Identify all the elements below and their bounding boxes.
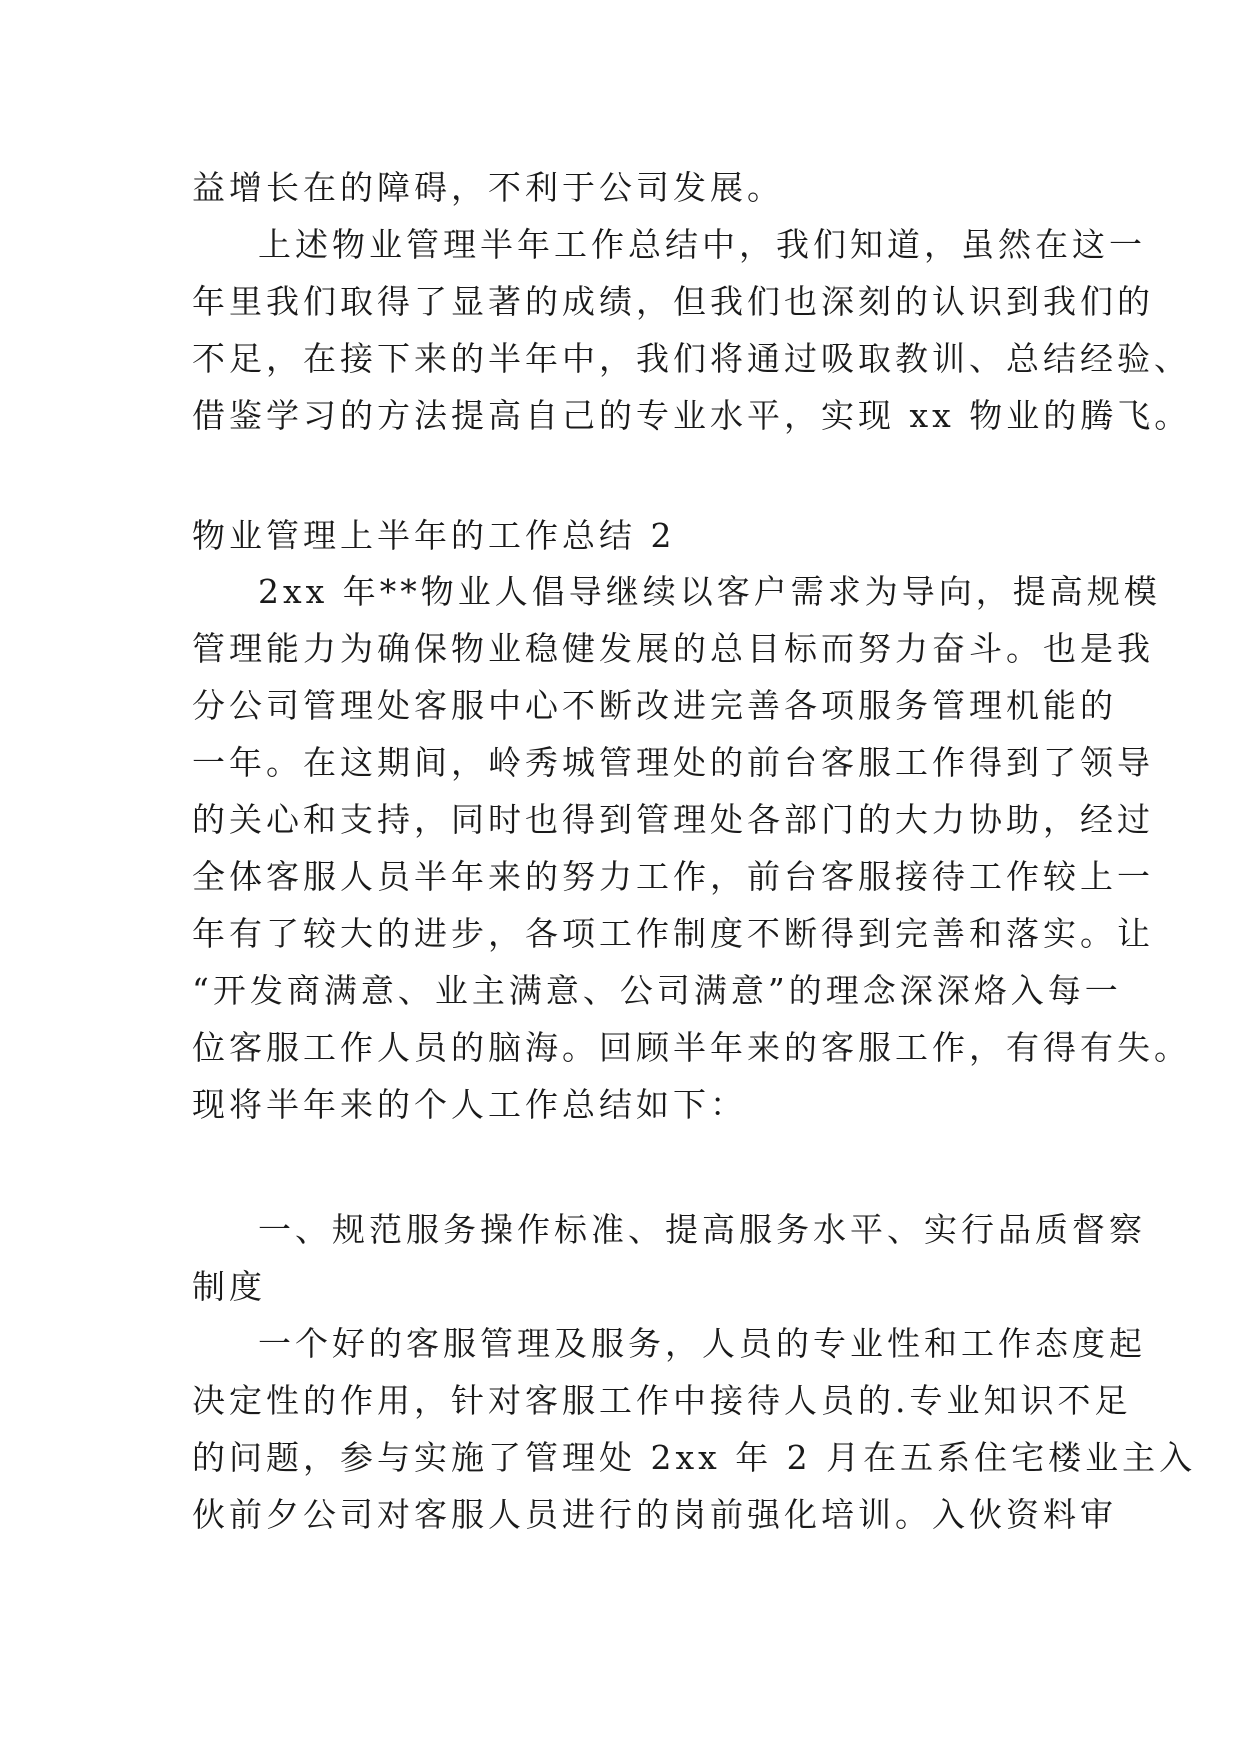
- text-line: 管理能力为确保物业稳健发展的总目标而努力奋斗。也是我: [192, 629, 1154, 668]
- text-line: 一年。在这期间，岭秀城管理处的前台客服工作得到了领导: [192, 743, 1154, 782]
- subsection-heading: 一、规范服务操作标准、提高服务水平、实行品质督察: [258, 1210, 1146, 1249]
- text-line: 借鉴学习的方法提高自己的专业水平，实现 xx 物业的腾飞。: [192, 396, 1192, 435]
- text-line: 不足，在接下来的半年中，我们将通过吸取教训、总结经验、: [192, 339, 1191, 378]
- text-line: 的问题，参与实施了管理处 2xx 年 2 月在五系住宅楼业主入: [192, 1438, 1197, 1477]
- text-line: 上述物业管理半年工作总结中，我们知道，虽然在这一: [258, 225, 1146, 264]
- text-line: 2xx 年**物业人倡导继续以客户需求为导向，提高规模: [258, 572, 1161, 611]
- text-line: 年有了较大的进步，各项工作制度不断得到完善和落实。让: [192, 914, 1154, 953]
- text-line: 年里我们取得了显著的成绩，但我们也深刻的认识到我们的: [192, 282, 1154, 321]
- text-line: 伙前夕公司对客服人员进行的岗前强化培训。入伙资料审: [192, 1495, 1117, 1534]
- text-line: 一个好的客服管理及服务，人员的专业性和工作态度起: [258, 1324, 1146, 1363]
- subsection-heading-continued: 制度: [192, 1267, 266, 1306]
- section-heading: 物业管理上半年的工作总结 2: [192, 516, 676, 555]
- text-line: 益增长在的障碍，不利于公司发展。: [192, 168, 784, 207]
- text-line: 现将半年来的个人工作总结如下：: [192, 1085, 747, 1124]
- text-line: “开发商满意、业主满意、公司满意”的理念深深烙入每一: [192, 971, 1122, 1010]
- text-line: 的关心和支持，同时也得到管理处各部门的大力协助，经过: [192, 800, 1154, 839]
- text-line: 分公司管理处客服中心不断改进完善各项服务管理机能的: [192, 686, 1117, 725]
- text-line: 全体客服人员半年来的努力工作，前台客服接待工作较上一: [192, 857, 1154, 896]
- text-line: 决定性的作用，针对客服工作中接待人员的.专业知识不足: [192, 1381, 1132, 1420]
- text-line: 位客服工作人员的脑海。回顾半年来的客服工作，有得有失。: [192, 1028, 1191, 1067]
